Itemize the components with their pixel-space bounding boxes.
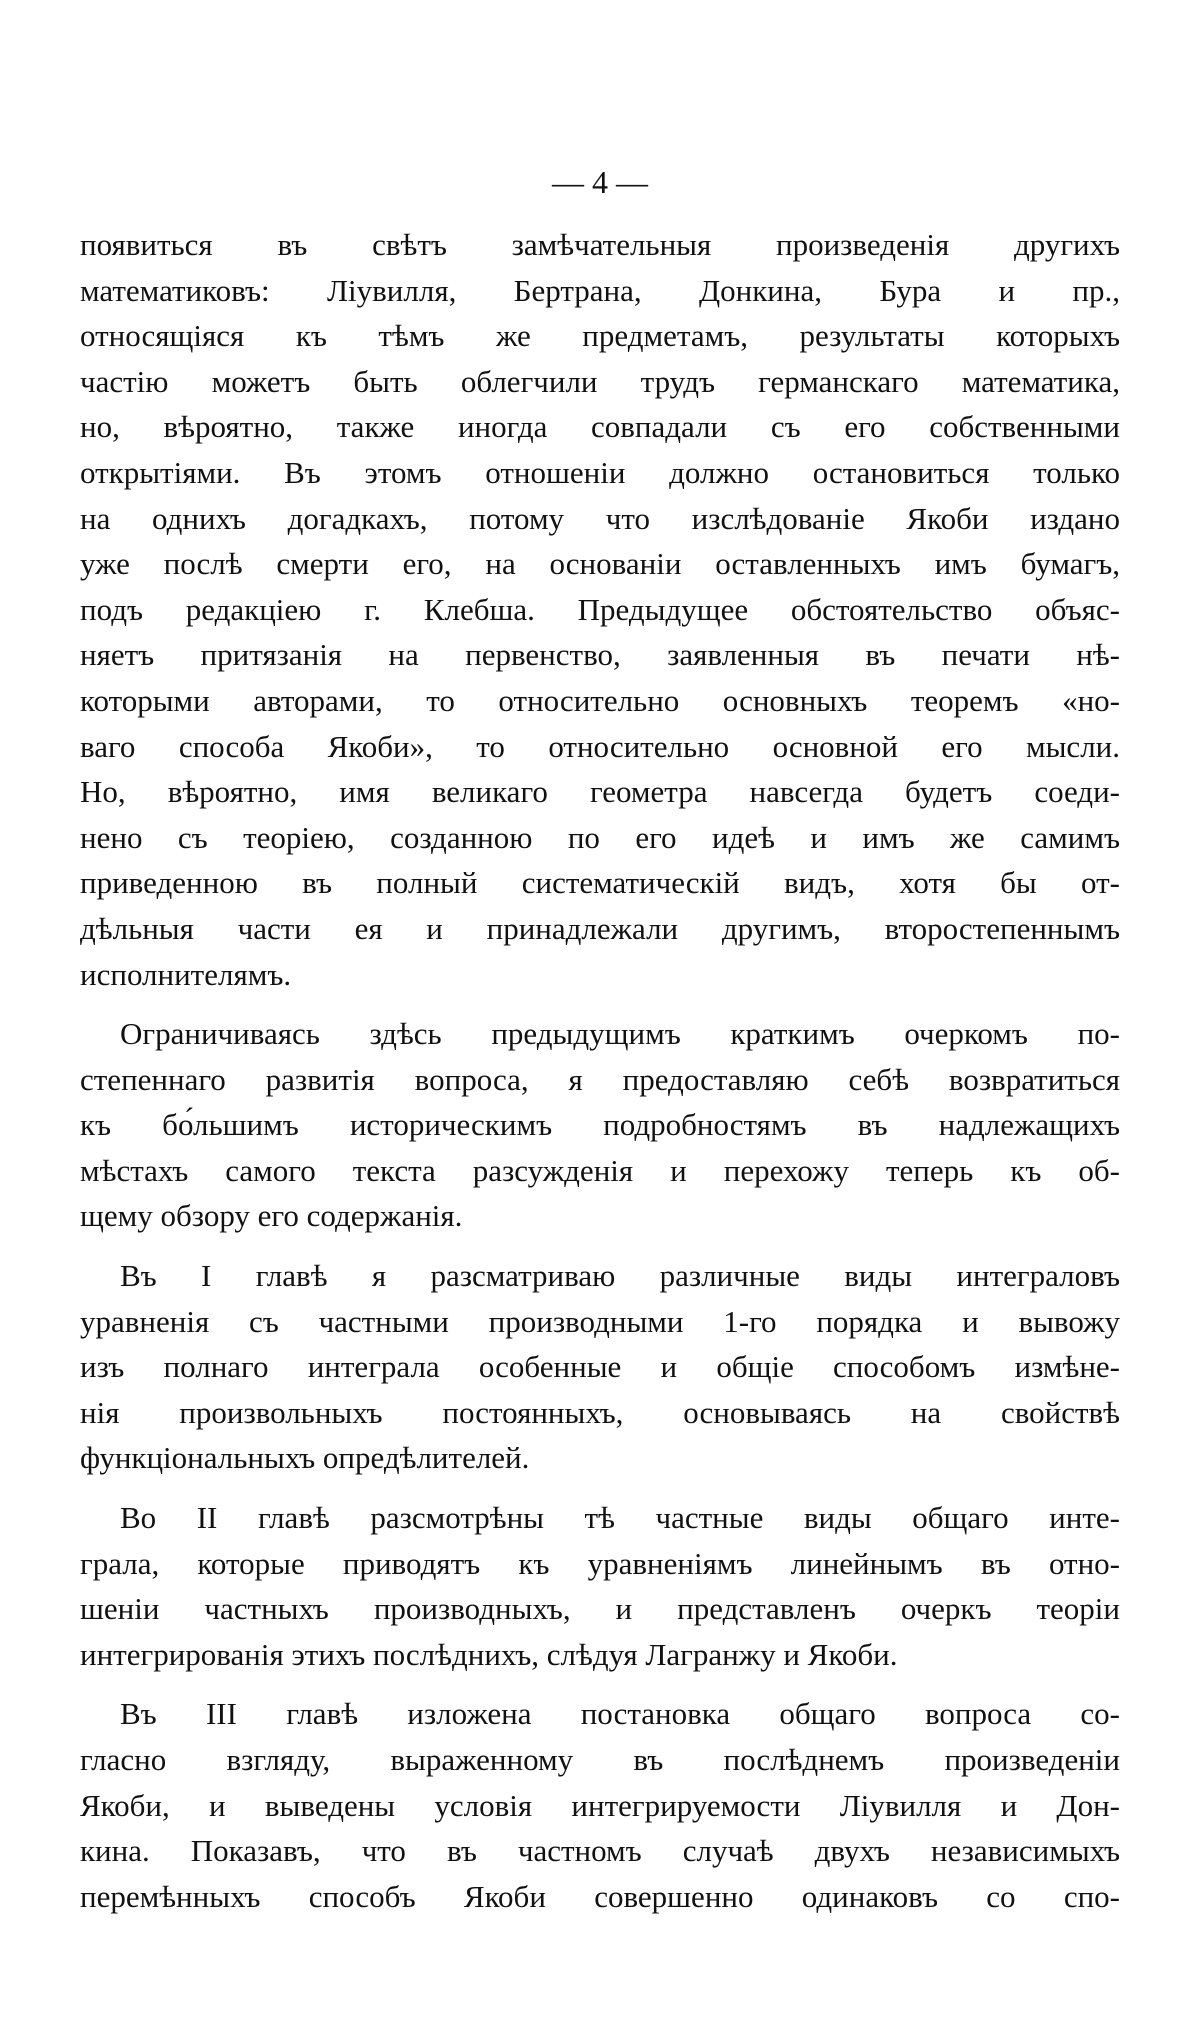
paragraph	[80, 1495, 1120, 1677]
text-line: математиковъ: Ліувилля, Бертрана, Донкина, Бура и пр.,	[80, 272, 1120, 308]
page-number: — 4 —	[552, 164, 648, 200]
text-line: интегрированія этихъ послѣднихъ, слѣдуя Лагранжу и Якоби.	[80, 1636, 898, 1672]
text-line: открытіями. Въ этомъ отношеніи должно остановиться только	[80, 454, 1120, 490]
text-line: ваго способа Якоби», то относительно основной его мысли.	[80, 728, 1120, 764]
text-line: дѣльныя части ея и принадлежали другимъ, второстепеннымъ	[80, 910, 1120, 946]
text-line: но, вѣроятно, также иногда совпадали съ его собственными	[80, 409, 1120, 445]
paragraph	[80, 1011, 1120, 1239]
text-line: Ограничиваясь здѣсь предыдущимъ краткимъ очеркомъ по-	[120, 1016, 1120, 1052]
text-line: кина. Показавъ, что въ частномъ случаѣ двухъ независимыхъ	[80, 1833, 1120, 1869]
text-line: которыми авторами, то относительно основныхъ теоремъ «но-	[80, 682, 1120, 718]
text-line: подъ редакціею г. Клебша. Предыдущее обстоятельство объяс-	[80, 591, 1120, 627]
text-line: Въ III главѣ изложена постановка общаго вопроса со-	[120, 1696, 1120, 1732]
paragraph	[80, 222, 1120, 997]
text-line: нено съ теоріею, созданною по его идеѣ и имъ же самимъ	[80, 819, 1120, 855]
text-line: Во II главѣ разсмотрѣны тѣ частные виды общаго инте-	[120, 1500, 1120, 1536]
text-line: на однихъ догадкахъ, потому что изслѣдованіе Якоби издано	[80, 500, 1120, 536]
text-line: исполнителямъ.	[80, 956, 292, 992]
text-line: уравненія съ частными производными 1-го порядка и вывожу	[80, 1303, 1120, 1339]
body-text	[80, 222, 1120, 1919]
paragraph	[80, 1253, 1120, 1481]
paragraph	[80, 1691, 1120, 1919]
text-line: Въ I главѣ я разсматриваю различные виды интеграловъ	[120, 1258, 1120, 1294]
text-line: приведенною въ полный систематическій видъ, хотя бы от-	[80, 865, 1120, 901]
text-line: уже послѣ смерти его, на основаніи оставленныхъ имъ бумагъ,	[80, 546, 1120, 582]
text-line: гласно взгляду, выраженному въ послѣднемъ произведеніи	[80, 1742, 1120, 1777]
text-line: относящіяся къ тѣмъ же предметамъ, результаты которыхъ	[80, 318, 1120, 354]
text-line: грала, которые приводятъ къ уравненіямъ линейнымъ въ отно-	[80, 1545, 1120, 1581]
text-line: частію можетъ быть облегчили трудъ германскаго математика,	[80, 363, 1120, 399]
text-line: нія произвольныхъ постоянныхъ, основываясь на свойствѣ	[80, 1394, 1120, 1430]
text-line: степеннаго развитія вопроса, я предоставляю себѣ возвратиться	[80, 1061, 1120, 1097]
text-line: изъ полнаго интеграла особенные и общіе способомъ измѣне-	[80, 1349, 1120, 1385]
text-line: няетъ притязанія на первенство, заявленныя въ печати нѣ-	[80, 637, 1120, 673]
text-line: появиться въ свѣтъ замѣчательныя произведенія другихъ	[80, 227, 1120, 262]
text-line: Якоби, и выведены условія интегрируемости Ліувилля и Дон-	[80, 1787, 1120, 1823]
text-line: функціональныхъ опредѣлителей.	[80, 1440, 530, 1476]
text-line: Но, вѣроятно, имя великаго геометра навсегда будетъ соеди-	[80, 774, 1120, 810]
text-line: къ бо́льшимъ историческимъ подробностямъ въ надлежащихъ	[80, 1107, 1120, 1143]
text-line: перемѣнныхъ способъ Якоби совершенно одинаковъ со спо-	[80, 1878, 1120, 1914]
text-line: щему обзору его содержанія.	[80, 1198, 463, 1234]
text-line: мѣстахъ самого текста разсужденія и перехожу теперь къ об-	[80, 1152, 1120, 1188]
text-line: шеніи частныхъ производныхъ, и представленъ очеркъ теоріи	[80, 1591, 1120, 1627]
